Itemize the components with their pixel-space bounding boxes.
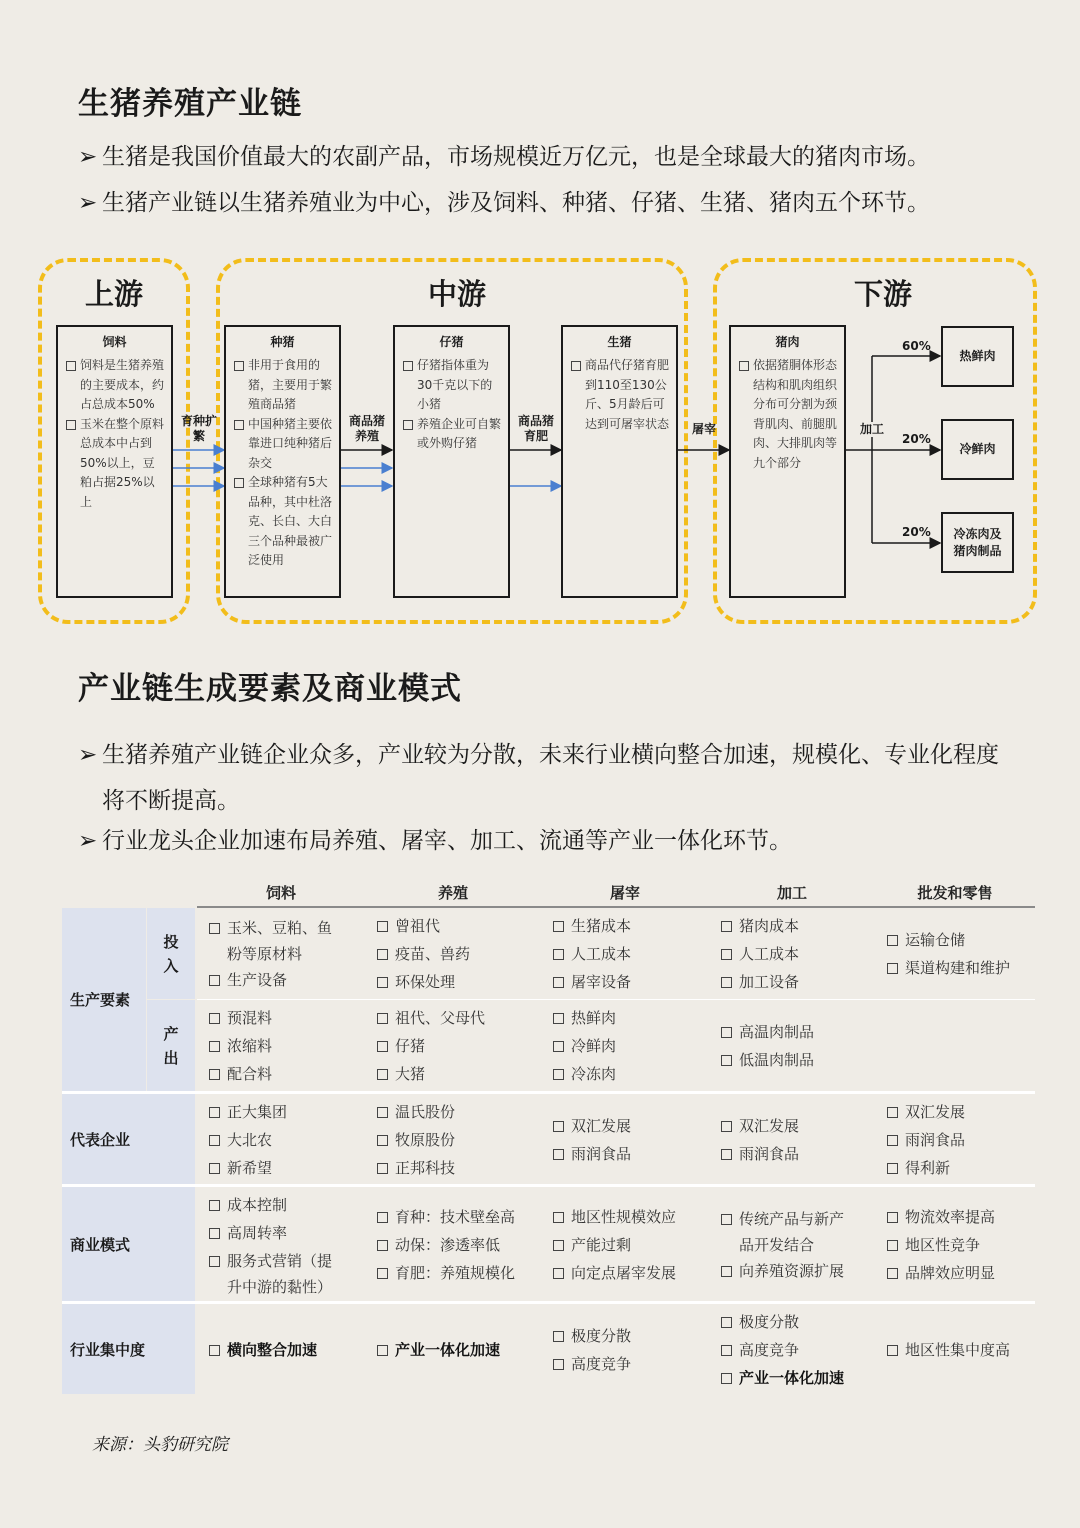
- edge-label-breeding: 育种扩繁: [180, 414, 217, 443]
- cell-item: 雨润食品: [885, 1126, 1035, 1154]
- row-label-model: 商业模式: [62, 1187, 195, 1301]
- downstream-title: 下游: [853, 277, 912, 311]
- cell-item: 地区性集中度高: [885, 1336, 1035, 1364]
- cell-item: 双汇发展: [885, 1098, 1035, 1126]
- cell-concentration-farming: [365, 1306, 541, 1394]
- cell-item: 温氏股份: [375, 1098, 541, 1126]
- cell-item: 正大集团: [207, 1098, 365, 1126]
- output-pct-chilled: 20%: [902, 432, 931, 446]
- stage-hog-title: 生猪: [607, 335, 632, 349]
- source-note: 来源：头豹研究院: [92, 1435, 228, 1455]
- section2-bullet-2: ➢ 行业龙头企业加速布局养殖、屠宰、加工、流通等产业一体化环节。: [78, 828, 792, 854]
- cell-item: 向定点屠宰发展: [551, 1259, 709, 1287]
- edge-label-processing: 加工: [851, 422, 893, 437]
- cell-model-processing: [709, 1189, 875, 1300]
- row-label-output: 产出: [147, 1000, 195, 1091]
- cell-item: 浓缩料: [207, 1032, 365, 1060]
- cell-model-retail: [875, 1189, 1035, 1300]
- cell-input-feed: [197, 910, 365, 998]
- section1-title: 生猪养殖产业链: [78, 86, 302, 122]
- cell-item: 冷冻肉: [551, 1060, 709, 1088]
- cell-item: 向养殖资源扩展: [719, 1257, 875, 1285]
- stage-hog-item: 商品代仔猪育肥到110至130公斤、5月龄后可达到可屠宰状态: [569, 356, 670, 434]
- cell-companies-processing: [709, 1096, 875, 1183]
- cell-item: 渠道构建和维护: [885, 954, 1035, 982]
- cell-item: 服务式营销（提: [207, 1247, 365, 1275]
- stage-breeding-pig-item: 中国种猪主要依靠进口纯种猪后杂交: [232, 415, 333, 474]
- cell-item: 祖代、父母代: [375, 1004, 541, 1032]
- edge-label-commercial-breeding: 商品猪养殖: [348, 414, 385, 443]
- cell-item: 高度竞争: [719, 1336, 875, 1364]
- cell-output-processing: [709, 1002, 875, 1090]
- col-header-retail: 批发和零售: [917, 884, 993, 902]
- cell-item: 得利新: [885, 1154, 1035, 1182]
- cell-output-feed: [197, 1002, 365, 1090]
- cell-input-farming: [365, 910, 541, 998]
- cell-item: 热鲜肉: [551, 1004, 709, 1032]
- table-header-rule: [197, 906, 1035, 908]
- stage-breeding-pig: [224, 325, 341, 598]
- cell-item: 雨润食品: [551, 1140, 709, 1168]
- cell-item: 曾祖代: [375, 912, 541, 940]
- stage-hog: [561, 325, 678, 598]
- cell-item: 高周转率: [207, 1219, 365, 1247]
- section1-bullet-1: ➢ 生猪是我国价值最大的农副产品，市场规模近万亿元，也是全球最大的猪肉市场。: [78, 144, 930, 170]
- cell-concentration-slaughter: [541, 1306, 709, 1394]
- row-label-factors: 生产要素: [62, 908, 146, 1091]
- cell-item: 地区性竞争: [885, 1231, 1035, 1259]
- cell-item: 升中游的黏性）: [227, 1277, 333, 1296]
- row-label-companies: 代表企业: [62, 1094, 195, 1184]
- cell-concentration-processing: [709, 1306, 875, 1394]
- output-pct-frozen: 20%: [902, 525, 931, 539]
- cell-item: 产业一体化加速: [375, 1336, 541, 1364]
- cell-item: 低温肉制品: [719, 1046, 875, 1074]
- stage-piglet-item: 养殖企业可自繁或外购仔猪: [401, 415, 502, 454]
- cell-item: 生产设备: [207, 966, 365, 994]
- stage-breeding-pig-item: 全球种猪有5大品种，其中杜洛克、长白、大白三个品种最被广泛使用: [232, 473, 333, 571]
- cell-item: 大猪: [375, 1060, 541, 1088]
- cell-item: 双汇发展: [551, 1112, 709, 1140]
- midstream-title: 中游: [427, 277, 486, 311]
- cell-item: 产能过剩: [551, 1231, 709, 1259]
- cell-item: 人工成本: [719, 940, 875, 968]
- cell-output-slaughter: [541, 1002, 709, 1090]
- output-frozen-pork: 冷冻肉及猪肉制品: [941, 512, 1014, 573]
- cell-item: 环保处理: [375, 968, 541, 996]
- row-separator: [62, 1091, 1035, 1094]
- stage-piglet: [393, 325, 510, 598]
- cell-item: 疫苗、兽药: [375, 940, 541, 968]
- cell-item: 加工设备: [719, 968, 875, 996]
- edge-label-slaughter: 屠宰: [691, 422, 716, 436]
- cell-item: 品开发结合: [739, 1235, 815, 1254]
- cell-item: 育肥：养殖规模化: [375, 1259, 541, 1287]
- output-pct-fresh: 60%: [902, 339, 931, 353]
- cell-item: 人工成本: [551, 940, 709, 968]
- stage-pork-item: 依据猪胴体形态结构和肌肉组织分布可分割为颈背肌肉、前腿肌肉、大排肌肉等九个部分: [737, 356, 838, 473]
- cell-companies-farming: [365, 1096, 541, 1183]
- cell-item: 成本控制: [207, 1191, 365, 1219]
- cell-item: 玉米、豆粕、鱼: [207, 914, 365, 942]
- cell-input-slaughter: [541, 910, 709, 998]
- section2-title: 产业链生成要素及商业模式: [78, 671, 462, 707]
- cell-item: 横向整合加速: [207, 1336, 365, 1364]
- cell-item: 生猪成本: [551, 912, 709, 940]
- cell-item: 高温肉制品: [719, 1018, 875, 1046]
- edge-label-fattening: 商品猪育肥: [517, 414, 554, 443]
- cell-item: 极度分散: [719, 1308, 875, 1336]
- stage-feed-title: 饲料: [102, 335, 127, 349]
- cell-model-feed: [197, 1189, 365, 1300]
- cell-model-farming: [365, 1189, 541, 1300]
- cell-item: 雨润食品: [719, 1140, 875, 1168]
- cell-item: 大北农: [207, 1126, 365, 1154]
- cell-concentration-retail: [875, 1306, 1035, 1394]
- cell-item: 屠宰设备: [551, 968, 709, 996]
- cell-item: 正邦科技: [375, 1154, 541, 1182]
- stage-piglet-title: 仔猪: [439, 335, 464, 349]
- cell-companies-retail: [875, 1096, 1035, 1183]
- col-header-farming: 养殖: [437, 884, 468, 902]
- cell-item: 新希望: [207, 1154, 365, 1182]
- row-separator: [62, 1184, 1035, 1187]
- cell-item: 仔猪: [375, 1032, 541, 1060]
- stage-feed: [56, 325, 173, 598]
- cell-item: 动保：渗透率低: [375, 1231, 541, 1259]
- cell-item: 育种：技术壁垒高: [375, 1203, 541, 1231]
- stage-breeding-pig-item: 非用于食用的猪，主要用于繁殖商品猪: [232, 356, 333, 415]
- cell-item: 产业一体化加速: [719, 1364, 875, 1392]
- cell-item: 品牌效应明显: [885, 1259, 1035, 1287]
- cell-item: 地区性规模效应: [551, 1203, 709, 1231]
- col-header-processing: 加工: [776, 884, 807, 902]
- cell-item: 猪肉成本: [719, 912, 875, 940]
- section1-bullet-2: ➢ 生猪产业链以生猪养殖业为中心，涉及饲料、种猪、仔猪、生猪、猪肉五个环节。: [78, 190, 930, 216]
- section2-bullet-1: ➢ 生猪养殖产业链企业众多，产业较为分散，未来行业横向整合加速，规模化、专业化程度将不断提高。: [78, 742, 999, 814]
- cell-input-processing: [709, 910, 875, 998]
- cell-concentration-feed: [197, 1306, 365, 1394]
- cell-item: 预混料: [207, 1004, 365, 1032]
- stage-breeding-pig-title: 种猪: [270, 335, 295, 349]
- row-label-input: 投入: [147, 908, 195, 999]
- upstream-title: 上游: [84, 277, 143, 311]
- stage-feed-item: 玉米在整个原料总成本中占到50%以上，豆粕占据25%以上: [64, 415, 165, 513]
- cell-item: 运输仓储: [885, 926, 1035, 954]
- cell-item: 物流效率提高: [885, 1203, 1035, 1231]
- cell-item: 冷鲜肉: [551, 1032, 709, 1060]
- output-chilled-pork: 冷鲜肉: [941, 419, 1014, 480]
- cell-output-farming: [365, 1002, 541, 1090]
- row-separator: [62, 1301, 1035, 1304]
- cell-item: 极度分散: [551, 1322, 709, 1350]
- stage-pork-title: 猪肉: [775, 335, 800, 349]
- cell-item: 高度竞争: [551, 1350, 709, 1378]
- col-header-feed: 饲料: [265, 884, 296, 902]
- cell-item: 粉等原材料: [227, 945, 303, 963]
- cell-item: 传统产品与新产: [719, 1205, 875, 1233]
- stage-piglet-item: 仔猪指体重为30千克以下的小猪: [401, 356, 502, 415]
- cell-model-slaughter: [541, 1189, 709, 1300]
- cell-companies-slaughter: [541, 1096, 709, 1183]
- cell-companies-feed: [197, 1096, 365, 1183]
- cell-item: 牧原股份: [375, 1126, 541, 1154]
- cell-item: 配合料: [207, 1060, 365, 1088]
- cell-input-retail: [875, 910, 1035, 998]
- row-separator: [197, 999, 1035, 1000]
- output-fresh-pork: 热鲜肉: [941, 326, 1014, 387]
- cell-item: 双汇发展: [719, 1112, 875, 1140]
- stage-pork: [729, 325, 846, 598]
- row-label-concentration: 行业集中度: [62, 1304, 195, 1394]
- col-header-slaughter: 屠宰: [609, 884, 640, 902]
- stage-feed-item: 饲料是生猪养殖的主要成本，约占总成本50%: [64, 356, 165, 415]
